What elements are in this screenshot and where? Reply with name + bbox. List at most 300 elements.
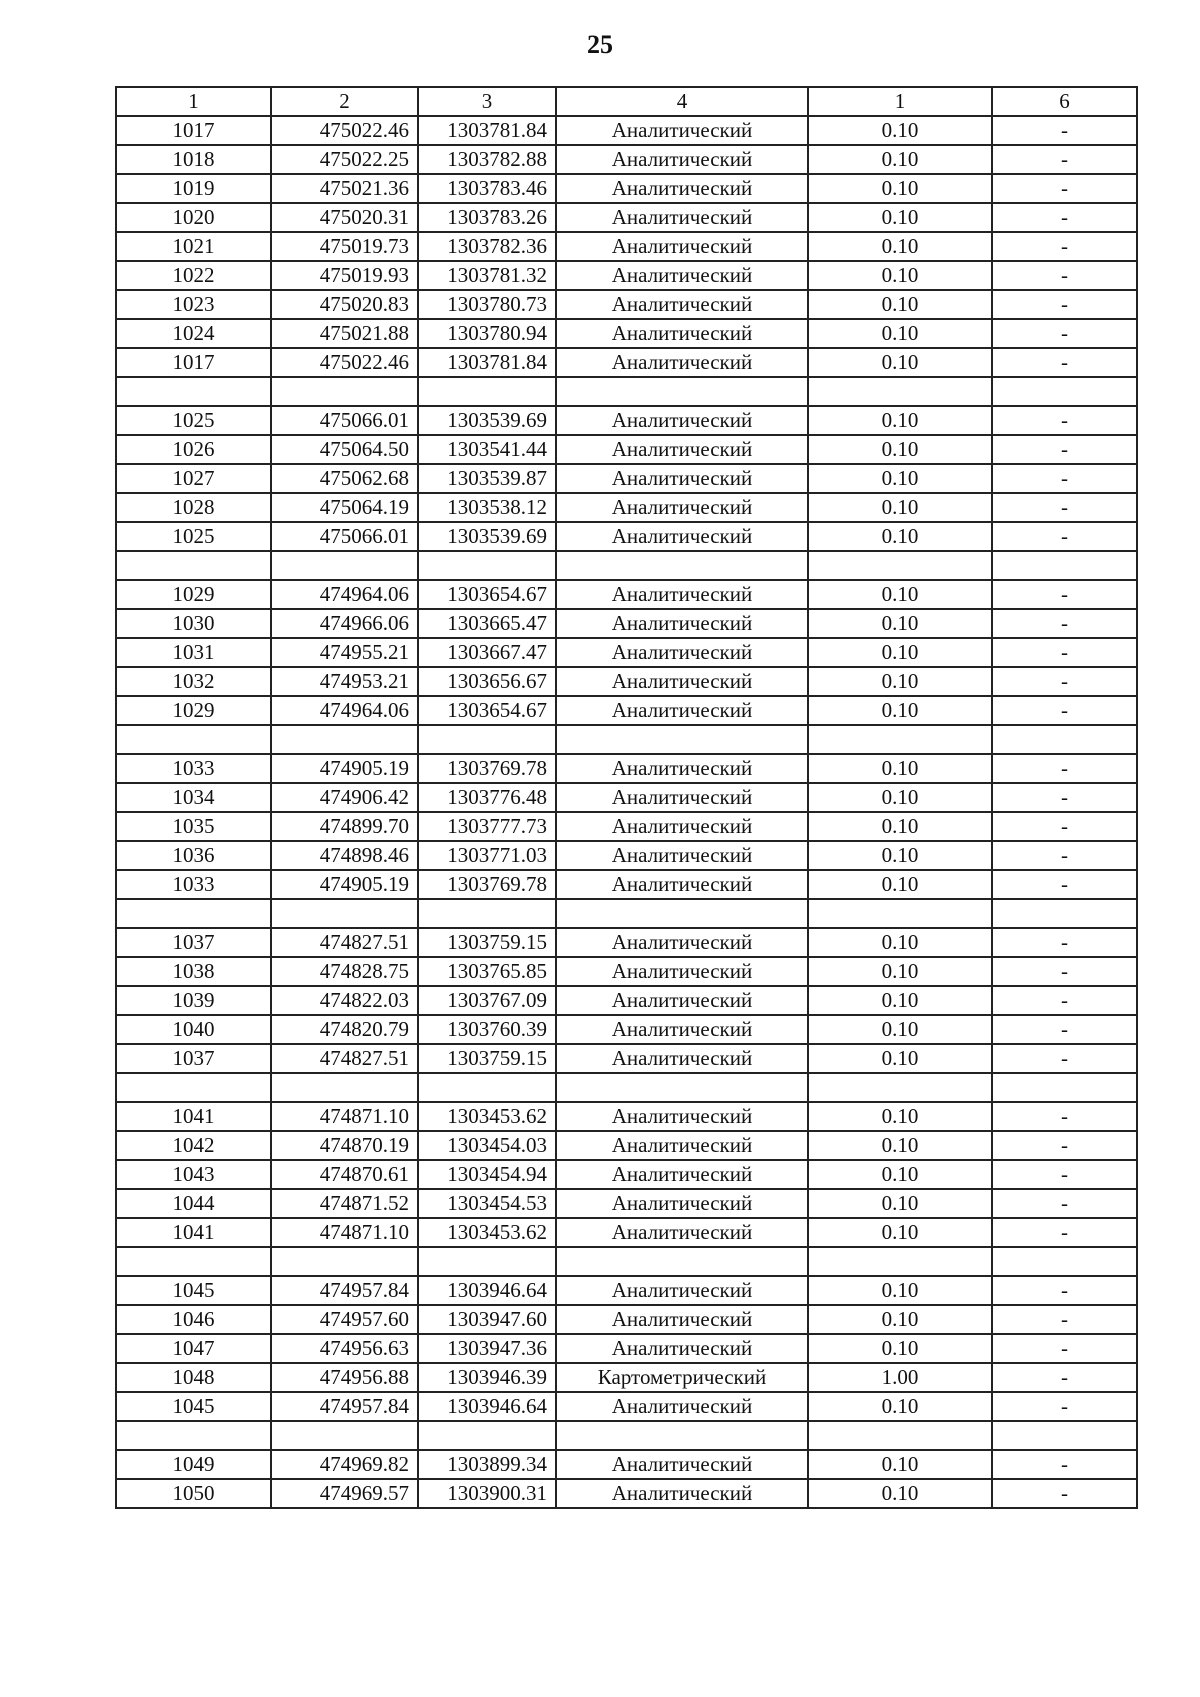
table-row	[116, 1102, 1137, 1131]
cell-accuracy: 0.10	[808, 116, 992, 145]
cell-point-number: 1037	[116, 928, 271, 957]
cell-accuracy	[808, 377, 992, 406]
cell-description	[992, 377, 1137, 406]
cell-method: Аналитический	[556, 1450, 808, 1479]
cell-y: 1303899.34	[418, 1450, 556, 1479]
cell-accuracy: 0.10	[808, 928, 992, 957]
cell-point-number: 1022	[116, 261, 271, 290]
cell-x: 474957.84	[271, 1276, 418, 1305]
cell-description: -	[992, 609, 1137, 638]
cell-x: 474870.61	[271, 1160, 418, 1189]
cell-method: Аналитический	[556, 348, 808, 377]
cell-x: 474957.60	[271, 1305, 418, 1334]
cell-x: 474964.06	[271, 696, 418, 725]
cell-point-number: 1039	[116, 986, 271, 1015]
cell-accuracy: 0.10	[808, 870, 992, 899]
cell-description: -	[992, 1189, 1137, 1218]
cell-method: Аналитический	[556, 986, 808, 1015]
cell-y: 1303656.67	[418, 667, 556, 696]
cell-point-number: 1024	[116, 319, 271, 348]
cell-description: -	[992, 1392, 1137, 1421]
cell-x: 475021.88	[271, 319, 418, 348]
cell-method: Аналитический	[556, 1044, 808, 1073]
cell-accuracy: 0.10	[808, 1218, 992, 1247]
cell-accuracy: 0.10	[808, 1450, 992, 1479]
cell-y: 1303453.62	[418, 1102, 556, 1131]
table-row	[116, 551, 1137, 580]
table-row	[116, 261, 1137, 290]
table-row	[116, 145, 1137, 174]
table-row	[116, 667, 1137, 696]
cell-y: 1303541.44	[418, 435, 556, 464]
cell-x	[271, 725, 418, 754]
cell-point-number: 1034	[116, 783, 271, 812]
table-row	[116, 870, 1137, 899]
cell-point-number	[116, 725, 271, 754]
cell-point-number: 1028	[116, 493, 271, 522]
cell-point-number: 1030	[116, 609, 271, 638]
cell-x: 474898.46	[271, 841, 418, 870]
cell-description: -	[992, 203, 1137, 232]
cell-description: -	[992, 1015, 1137, 1044]
table-row	[116, 754, 1137, 783]
cell-y: 1303759.15	[418, 1044, 556, 1073]
table-row	[116, 957, 1137, 986]
cell-method: Аналитический	[556, 1102, 808, 1131]
table-row	[116, 1479, 1137, 1508]
cell-accuracy: 0.10	[808, 1160, 992, 1189]
table-row	[116, 1247, 1137, 1276]
cell-method: Аналитический	[556, 957, 808, 986]
cell-y: 1303900.31	[418, 1479, 556, 1508]
cell-accuracy: 0.10	[808, 841, 992, 870]
cell-x: 474820.79	[271, 1015, 418, 1044]
cell-x: 474828.75	[271, 957, 418, 986]
cell-method: Аналитический	[556, 1392, 808, 1421]
cell-method: Аналитический	[556, 522, 808, 551]
cell-accuracy: 0.10	[808, 1305, 992, 1334]
cell-point-number: 1025	[116, 406, 271, 435]
cell-method: Аналитический	[556, 319, 808, 348]
cell-point-number: 1045	[116, 1276, 271, 1305]
cell-y: 1303946.39	[418, 1363, 556, 1392]
cell-point-number: 1050	[116, 1479, 271, 1508]
table-row	[116, 841, 1137, 870]
table-row	[116, 1363, 1137, 1392]
cell-x: 474964.06	[271, 580, 418, 609]
table-row	[116, 174, 1137, 203]
cell-point-number: 1029	[116, 696, 271, 725]
cell-y: 1303776.48	[418, 783, 556, 812]
column-header-method: 4	[556, 87, 808, 116]
cell-y: 1303769.78	[418, 870, 556, 899]
cell-method: Аналитический	[556, 1015, 808, 1044]
cell-y	[418, 1073, 556, 1102]
table-row	[116, 1334, 1137, 1363]
cell-point-number: 1037	[116, 1044, 271, 1073]
table-row	[116, 1073, 1137, 1102]
cell-accuracy: 0.10	[808, 1189, 992, 1218]
cell-accuracy: 0.10	[808, 145, 992, 174]
table-row	[116, 1015, 1137, 1044]
cell-description: -	[992, 667, 1137, 696]
cell-point-number: 1048	[116, 1363, 271, 1392]
table-row	[116, 986, 1137, 1015]
cell-method: Аналитический	[556, 406, 808, 435]
cell-point-number: 1038	[116, 957, 271, 986]
cell-y: 1303539.87	[418, 464, 556, 493]
table-body	[116, 116, 1137, 1508]
table-row	[116, 1392, 1137, 1421]
cell-y	[418, 551, 556, 580]
cell-method: Аналитический	[556, 928, 808, 957]
cell-point-number: 1041	[116, 1102, 271, 1131]
cell-method: Аналитический	[556, 1218, 808, 1247]
cell-accuracy: 0.10	[808, 1392, 992, 1421]
cell-y: 1303780.94	[418, 319, 556, 348]
cell-description: -	[992, 348, 1137, 377]
cell-x: 474956.88	[271, 1363, 418, 1392]
table-row	[116, 696, 1137, 725]
cell-method: Аналитический	[556, 1189, 808, 1218]
cell-accuracy: 0.10	[808, 348, 992, 377]
cell-x: 474871.10	[271, 1218, 418, 1247]
cell-x: 474871.52	[271, 1189, 418, 1218]
cell-description: -	[992, 406, 1137, 435]
table-row	[116, 290, 1137, 319]
cell-method: Аналитический	[556, 145, 808, 174]
cell-description: -	[992, 1363, 1137, 1392]
table-row	[116, 435, 1137, 464]
cell-y: 1303454.03	[418, 1131, 556, 1160]
cell-accuracy: 0.10	[808, 493, 992, 522]
cell-y: 1303765.85	[418, 957, 556, 986]
cell-accuracy: 0.10	[808, 754, 992, 783]
cell-accuracy: 0.10	[808, 986, 992, 1015]
cell-method: Аналитический	[556, 609, 808, 638]
cell-method: Аналитический	[556, 870, 808, 899]
cell-accuracy: 0.10	[808, 203, 992, 232]
cell-x: 474871.10	[271, 1102, 418, 1131]
cell-method: Аналитический	[556, 667, 808, 696]
table-row	[116, 1276, 1137, 1305]
cell-description	[992, 1073, 1137, 1102]
cell-description: -	[992, 1218, 1137, 1247]
cell-point-number: 1033	[116, 754, 271, 783]
cell-y	[418, 899, 556, 928]
cell-accuracy: 0.10	[808, 609, 992, 638]
cell-description: -	[992, 928, 1137, 957]
cell-y: 1303780.73	[418, 290, 556, 319]
cell-x: 475020.31	[271, 203, 418, 232]
cell-point-number: 1043	[116, 1160, 271, 1189]
cell-x: 474906.42	[271, 783, 418, 812]
cell-accuracy	[808, 1073, 992, 1102]
cell-description: -	[992, 841, 1137, 870]
cell-method: Аналитический	[556, 1479, 808, 1508]
table-row	[116, 1189, 1137, 1218]
cell-description: -	[992, 1276, 1137, 1305]
cell-y: 1303454.53	[418, 1189, 556, 1218]
cell-y: 1303767.09	[418, 986, 556, 1015]
cell-point-number: 1020	[116, 203, 271, 232]
cell-x: 475021.36	[271, 174, 418, 203]
cell-x: 474827.51	[271, 928, 418, 957]
cell-x	[271, 377, 418, 406]
cell-description: -	[992, 957, 1137, 986]
cell-accuracy: 0.10	[808, 464, 992, 493]
cell-accuracy: 0.10	[808, 232, 992, 261]
cell-x: 474969.57	[271, 1479, 418, 1508]
cell-description: -	[992, 1131, 1137, 1160]
cell-x	[271, 1247, 418, 1276]
cell-description: -	[992, 174, 1137, 203]
cell-point-number: 1029	[116, 580, 271, 609]
cell-method: Аналитический	[556, 812, 808, 841]
cell-y: 1303777.73	[418, 812, 556, 841]
cell-y: 1303783.26	[418, 203, 556, 232]
cell-y: 1303781.84	[418, 116, 556, 145]
cell-point-number: 1044	[116, 1189, 271, 1218]
cell-accuracy: 0.10	[808, 1479, 992, 1508]
cell-x: 474870.19	[271, 1131, 418, 1160]
cell-accuracy: 0.10	[808, 319, 992, 348]
cell-description: -	[992, 696, 1137, 725]
cell-y: 1303539.69	[418, 406, 556, 435]
cell-point-number: 1021	[116, 232, 271, 261]
cell-method: Аналитический	[556, 464, 808, 493]
cell-x: 475066.01	[271, 406, 418, 435]
cell-method	[556, 725, 808, 754]
cell-y	[418, 1421, 556, 1450]
cell-method: Аналитический	[556, 1131, 808, 1160]
cell-method: Аналитический	[556, 580, 808, 609]
cell-accuracy	[808, 725, 992, 754]
cell-description: -	[992, 261, 1137, 290]
cell-y: 1303654.67	[418, 580, 556, 609]
cell-y: 1303539.69	[418, 522, 556, 551]
cell-point-number: 1041	[116, 1218, 271, 1247]
table-row	[116, 522, 1137, 551]
cell-method	[556, 1247, 808, 1276]
cell-method: Аналитический	[556, 174, 808, 203]
table-row	[116, 609, 1137, 638]
cell-method: Аналитический	[556, 290, 808, 319]
cell-accuracy: 0.10	[808, 783, 992, 812]
cell-method: Аналитический	[556, 841, 808, 870]
cell-x: 475066.01	[271, 522, 418, 551]
cell-point-number: 1049	[116, 1450, 271, 1479]
cell-point-number: 1047	[116, 1334, 271, 1363]
cell-y: 1303665.47	[418, 609, 556, 638]
cell-description: -	[992, 435, 1137, 464]
cell-description	[992, 1421, 1137, 1450]
cell-method: Аналитический	[556, 261, 808, 290]
cell-x	[271, 1421, 418, 1450]
cell-y: 1303946.64	[418, 1392, 556, 1421]
cell-method: Аналитический	[556, 435, 808, 464]
cell-description: -	[992, 1044, 1137, 1073]
table-row	[116, 348, 1137, 377]
cell-description	[992, 1247, 1137, 1276]
cell-point-number: 1027	[116, 464, 271, 493]
cell-x: 475022.46	[271, 348, 418, 377]
cell-accuracy: 0.10	[808, 1102, 992, 1131]
cell-accuracy: 0.10	[808, 957, 992, 986]
cell-x: 475022.25	[271, 145, 418, 174]
cell-method	[556, 377, 808, 406]
table-row	[116, 377, 1137, 406]
cell-x: 475064.50	[271, 435, 418, 464]
cell-accuracy	[808, 1247, 992, 1276]
cell-point-number: 1036	[116, 841, 271, 870]
table-row	[116, 1044, 1137, 1073]
cell-point-number: 1042	[116, 1131, 271, 1160]
cell-x: 474955.21	[271, 638, 418, 667]
cell-y: 1303781.84	[418, 348, 556, 377]
cell-accuracy: 0.10	[808, 290, 992, 319]
cell-accuracy	[808, 551, 992, 580]
cell-method: Аналитический	[556, 232, 808, 261]
column-header-point-number: 1	[116, 87, 271, 116]
cell-x: 474827.51	[271, 1044, 418, 1073]
cell-point-number: 1035	[116, 812, 271, 841]
table-row	[116, 725, 1137, 754]
column-header-description: 6	[992, 87, 1137, 116]
cell-description: -	[992, 1102, 1137, 1131]
cell-point-number: 1018	[116, 145, 271, 174]
cell-x: 475062.68	[271, 464, 418, 493]
cell-accuracy: 0.10	[808, 261, 992, 290]
cell-point-number	[116, 899, 271, 928]
column-header-y: 3	[418, 87, 556, 116]
table-row	[116, 783, 1137, 812]
cell-accuracy: 0.10	[808, 1015, 992, 1044]
table-row	[116, 493, 1137, 522]
cell-method: Картометрический	[556, 1363, 808, 1392]
cell-accuracy: 0.10	[808, 812, 992, 841]
cell-point-number: 1023	[116, 290, 271, 319]
cell-y: 1303453.62	[418, 1218, 556, 1247]
cell-y	[418, 1247, 556, 1276]
cell-x	[271, 899, 418, 928]
cell-description: -	[992, 522, 1137, 551]
cell-description	[992, 725, 1137, 754]
table-header-row	[116, 87, 1137, 116]
cell-x: 474822.03	[271, 986, 418, 1015]
cell-accuracy: 0.10	[808, 667, 992, 696]
page-number: 25	[587, 30, 613, 59]
cell-description: -	[992, 290, 1137, 319]
cell-point-number: 1046	[116, 1305, 271, 1334]
cell-accuracy: 0.10	[808, 522, 992, 551]
cell-x: 475064.19	[271, 493, 418, 522]
cell-point-number	[116, 551, 271, 580]
cell-method: Аналитический	[556, 1276, 808, 1305]
table-row	[116, 899, 1137, 928]
table-row	[116, 406, 1137, 435]
cell-x: 474899.70	[271, 812, 418, 841]
cell-point-number: 1017	[116, 348, 271, 377]
cell-method: Аналитический	[556, 1160, 808, 1189]
cell-accuracy: 0.10	[808, 638, 992, 667]
cell-description: -	[992, 1450, 1137, 1479]
table-row	[116, 638, 1137, 667]
cell-y: 1303769.78	[418, 754, 556, 783]
cell-description: -	[992, 638, 1137, 667]
cell-point-number: 1031	[116, 638, 271, 667]
cell-x: 474956.63	[271, 1334, 418, 1363]
cell-description: -	[992, 1479, 1137, 1508]
cell-description: -	[992, 493, 1137, 522]
table-row	[116, 203, 1137, 232]
cell-y: 1303946.64	[418, 1276, 556, 1305]
table-row	[116, 1450, 1137, 1479]
cell-x: 474953.21	[271, 667, 418, 696]
cell-accuracy: 0.10	[808, 406, 992, 435]
cell-method	[556, 1073, 808, 1102]
cell-point-number: 1019	[116, 174, 271, 203]
column-header-accuracy: 1	[808, 87, 992, 116]
cell-y	[418, 725, 556, 754]
cell-point-number	[116, 377, 271, 406]
cell-x	[271, 551, 418, 580]
cell-method	[556, 1421, 808, 1450]
cell-point-number: 1025	[116, 522, 271, 551]
cell-x: 474969.82	[271, 1450, 418, 1479]
cell-accuracy: 0.10	[808, 696, 992, 725]
cell-point-number	[116, 1073, 271, 1102]
cell-description: -	[992, 116, 1137, 145]
cell-description: -	[992, 870, 1137, 899]
cell-accuracy: 0.10	[808, 1276, 992, 1305]
cell-y: 1303654.67	[418, 696, 556, 725]
cell-point-number	[116, 1247, 271, 1276]
cell-method	[556, 899, 808, 928]
table-row	[116, 232, 1137, 261]
cell-accuracy: 1.00	[808, 1363, 992, 1392]
cell-accuracy: 0.10	[808, 1131, 992, 1160]
cell-x: 475022.46	[271, 116, 418, 145]
cell-method: Аналитический	[556, 116, 808, 145]
cell-x: 475019.73	[271, 232, 418, 261]
table-row	[116, 812, 1137, 841]
cell-description	[992, 899, 1137, 928]
cell-method: Аналитический	[556, 1305, 808, 1334]
cell-x: 474905.19	[271, 754, 418, 783]
table-row	[116, 580, 1137, 609]
cell-x: 475019.93	[271, 261, 418, 290]
cell-description: -	[992, 986, 1137, 1015]
cell-y: 1303538.12	[418, 493, 556, 522]
table-row	[116, 116, 1137, 145]
cell-description: -	[992, 232, 1137, 261]
cell-accuracy: 0.10	[808, 580, 992, 609]
table-row	[116, 1131, 1137, 1160]
cell-description: -	[992, 812, 1137, 841]
cell-description: -	[992, 1334, 1137, 1363]
cell-y: 1303781.32	[418, 261, 556, 290]
cell-x	[271, 1073, 418, 1102]
cell-method: Аналитический	[556, 754, 808, 783]
cell-y: 1303760.39	[418, 1015, 556, 1044]
table-row	[116, 1305, 1137, 1334]
cell-description: -	[992, 1305, 1137, 1334]
cell-accuracy	[808, 899, 992, 928]
cell-description: -	[992, 580, 1137, 609]
cell-point-number: 1045	[116, 1392, 271, 1421]
cell-y: 1303454.94	[418, 1160, 556, 1189]
